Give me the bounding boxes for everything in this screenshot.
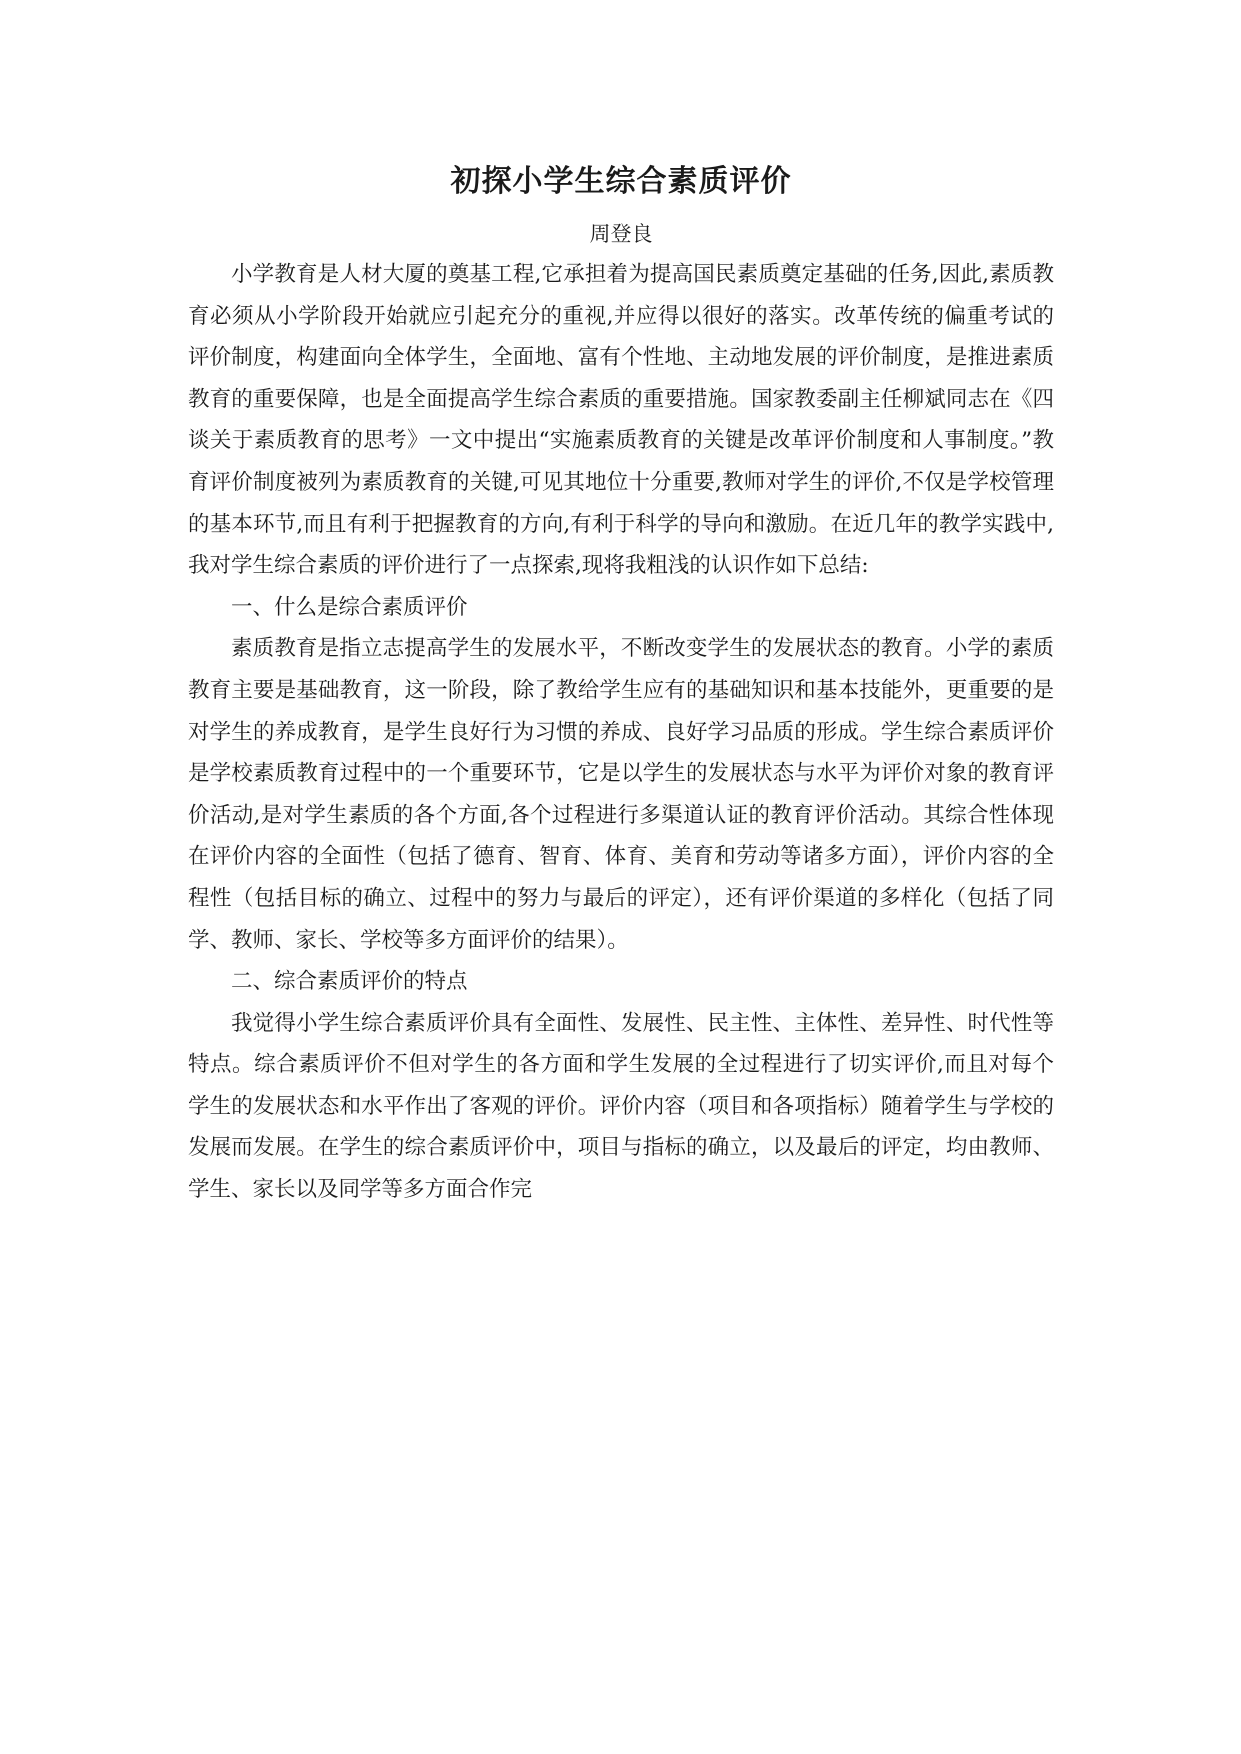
section-heading-1: 一、什么是综合素质评价	[231, 594, 468, 620]
paragraph-features: 我觉得小学生综合素质评价具有全面性、发展性、民主性、主体性、差异性、时代性等特点。综合素质评价不但对学生的各方面和学生发展的全过程进行了切实评价,而且对每个学生的发展状态和水平作出了客观的评价。评价内容（项目和各项指标）随着学生与学校的发展而发展。在学生的综合素质评价中，项目与指标的确立，以及最后的评定，均由教师、学生、家长以及同学等多方面合作完	[188, 1010, 1054, 1203]
section-heading-2: 二、综合素质评价的特点	[231, 969, 468, 995]
paragraph-intro: 小学教育是人材大厦的奠基工程,它承担着为提高国民素质奠定基础的任务,因此,素质教育必须从小学阶段开始就应引起充分的重视,并应得以很好的落实。改革传统的偏重考试的评价制度，构建面向全体学生，全面地、富有个性地、主动地发展的评价制度，是推进素质教育的重要保障，也是全面提高学生综合素质的重要措施。国家教委副主任柳斌同志在《四谈关于素质教育的思考》一文中提出“实施素质教育的关键是改革评价制度和人事制度。”教育评价制度被列为素质教育的关键,可见其地位十分重要,教师对学生的评价,不仅是学校管理的基本环节,而且有利于把握教育的方向,有利于科学的导向和激励。在近几年的教学实践中,我对学生综合素质的评价进行了一点探索,现将我粗浅的认识作如下总结:	[188, 262, 1054, 579]
document-author: 周登良	[589, 222, 653, 246]
document-page	[188, 150, 1054, 1211]
paragraph-definition: 素质教育是指立志提高学生的发展水平，不断改变学生的发展状态的教育。小学的素质教育主要是基础教育，这一阶段，除了教给学生应有的基础知识和基本技能外，更重要的是对学生的养成教育，是学生良好行为习惯的养成、良好学习品质的形成。学生综合素质评价是学校素质教育过程中的一个重要环节，它是以学生的发展状态与水平为评价对象的教育评价活动,是对学生素质的各个方面,各个过程进行多渠道认证的教育评价活动。其综合性体现在评价内容的全面性（包括了德育、智育、体育、美育和劳动等诸多方面），评价内容的全程性（包括目标的确立、过程中的努力与最后的评定），还有评价渠道的多样化（包括了同学、教师、家长、学校等多方面评价的结果）。	[188, 636, 1054, 953]
document-title: 初探小学生综合素质评价	[450, 164, 792, 199]
